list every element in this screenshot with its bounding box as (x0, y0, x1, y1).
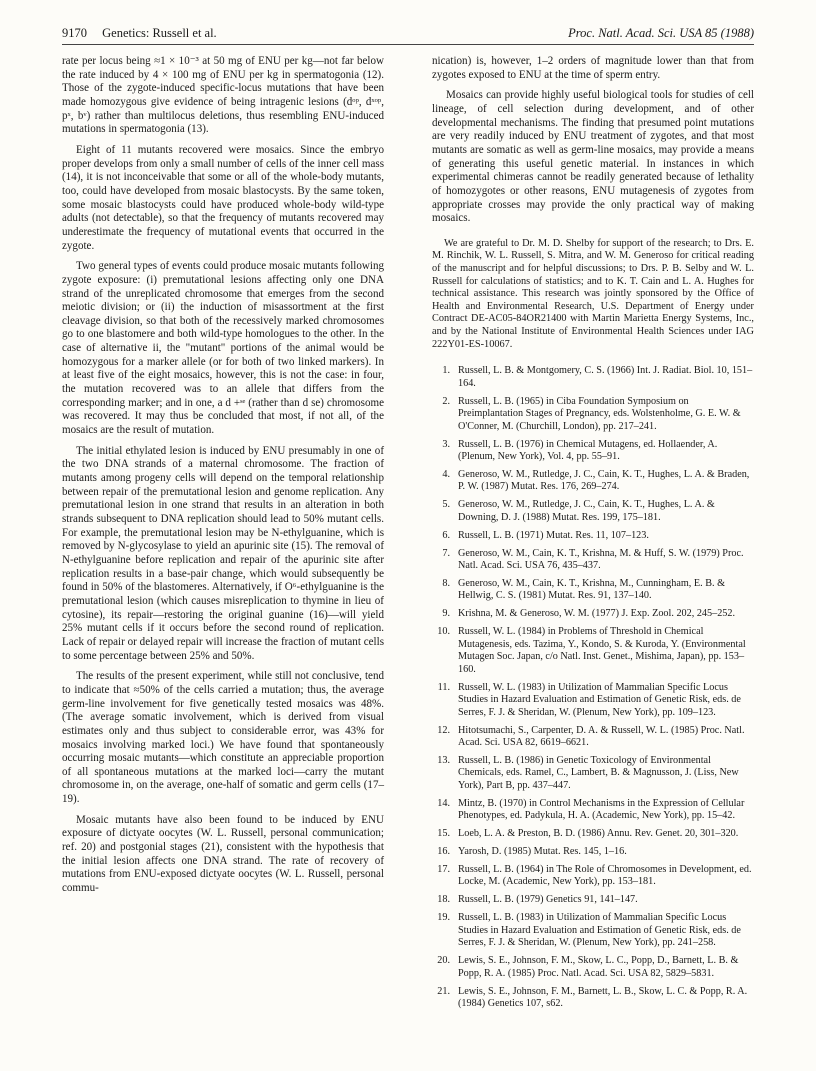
left-column (62, 55, 384, 896)
reference-item (432, 828, 754, 841)
journal-citation: Proc. Natl. Acad. Sci. USA 85 (1988) (568, 26, 754, 40)
page-header (62, 26, 754, 45)
reference-text: Generoso, W. M., Rutledge, J. C., Cain, K. T., Hughes, L. A. & Downing, D. J. (1988) Mutat. Res. 199, 175–181. (458, 499, 715, 523)
acknowledgment: We are grateful to Dr. M. D. Shelby for support of the research; to Drs. E. M. Rinchik, W. L. Russell, S. Mitra, and W. M. Generoso for critical reading of the manuscript and for helpful discussions; to Drs. P. B. Selby and W. L. Russell for calculations of statistics; and to K. T. Cain and L. A. Hughes for technical assistance. This research was jointly sponsored by the Office of Health and Environmental Research, U.S. Department of Energy under Contract DE-AC05-84OR21400 with Martin Marietta Energy Systems, Inc., and by the National Institute of Environmental Health Sciences under IAG 222Y01-ES-10067. (432, 237, 754, 350)
header-left (62, 26, 217, 41)
reference-text: Russell, L. B. (1976) in Chemical Mutagens, ed. Hollaender, A. (Plenum, New York), Vol. 4, pp. 55–91. (458, 438, 718, 462)
reference-text: Russell, W. L. (1983) in Utilization of Mammalian Specific Locus Studies in Hazard Evaluation and Estimation of Genetic Risk, eds. de Serres, F. J. & Sheridan, W. (Plenum, New York), pp. 109–123. (458, 681, 741, 718)
reference-number: 8. (442, 577, 450, 589)
reference-number: 18. (437, 894, 450, 906)
reference-list (432, 365, 754, 1010)
reference-item (432, 578, 754, 603)
reference-item (432, 499, 754, 524)
reference-number: 2. (442, 395, 450, 407)
page-number: 9170 (62, 26, 87, 40)
reference-number: 5. (442, 499, 450, 511)
reference-item (432, 755, 754, 793)
reference-text: Generoso, W. M., Cain, K. T., Krishna, M., Cunningham, E. B. & Hellwig, C. S. (1981) Mutat. Res. 91, 137–140. (458, 577, 726, 602)
reference-text: Russell, L. B. (1986) in Genetic Toxicology of Environmental Chemicals, eds. Ramel, C., Lambert, B. & Magnusson, J. (Liss, New York), Part B, pp. 437–447. (458, 754, 739, 791)
reference-text: Lewis, S. E., Johnson, F. M., Skow, L. C., Popp, D., Barnett, L. B. & Popp, R. A. (1985) Proc. Natl. Acad. Sci. USA 82, 5829–5831. (458, 955, 739, 979)
reference-item (432, 894, 754, 907)
reference-item (432, 725, 754, 750)
reference-number: 17. (437, 863, 450, 875)
reference-number: 11. (437, 681, 450, 693)
body-paragraph: Eight of 11 mutants recovered were mosaics. Since the embryo proper develops from only a small number of cells of the inner cell mass (14), it is not inconceivable that some or all of the whole-body mutants, too, could have developed from mosaic blastocysts. By the same token, some mosaic blastocysts could have produced whole-body wild-type adults (not detectable), so that the frequency of mutants recovered may underestimate the frequency of mutational events that occurred in the zygote. (62, 143, 384, 252)
reference-item (432, 469, 754, 494)
reference-item (432, 955, 754, 980)
reference-text: Russell, L. B. (1964) in The Role of Chromosomes in Development, ed. Locke, M. (Academic, New York), pp. 153–181. (458, 863, 752, 888)
reference-item (432, 986, 754, 1011)
reference-number: 6. (442, 529, 450, 541)
reference-number: 1. (442, 365, 450, 377)
reference-text: Russell, L. B. (1979) Genetics 91, 141–147. (458, 894, 638, 906)
running-title: Genetics: Russell et al. (102, 26, 217, 40)
reference-text: Krishna, M. & Generoso, W. M. (1977) J. Exp. Zool. 202, 245–252. (458, 608, 736, 620)
reference-number: 21. (437, 985, 450, 997)
reference-item (432, 439, 754, 464)
reference-item (432, 396, 754, 434)
reference-text: Generoso, W. M., Cain, K. T., Krishna, M. & Huff, S. W. (1979) Proc. Natl. Acad. Sci. USA 76, 435–437. (458, 547, 744, 572)
body-paragraph: rate per locus being ≈1 × 10⁻³ at 50 mg of ENU per kg—not far below the rate induced by 4 × 100 mg of ENU per kg in spermatogonia (12). Those of the zygote-induced specific-locus mutations that have been made homozygous give evidence of being intragenic lesions (dᵒᵖ, dˣᵒᵖ, pˣ, bᵛ) rather than multilocus deletions, thus resembling ENU-induced mutations in spermatogonia (13). (62, 55, 384, 136)
body-paragraph: The initial ethylated lesion is induced by ENU presumably in one of the two DNA strands of a maternal chromosome. The fraction of mutants among progeny cells will depend on the temporal relationship between repair of the premutational lesion and genome replication. Any premutational lesion in one strand that results in an alteration in both strands subsequent to DNA replication should lead to 50% mutant cells. For example, the premutational lesion may be N-ethylguanine, which is removed by N-glycosylase to yield an apurinic site (15). The removal of N-ethylguanine before replication and repair of the apurinic site after replication results in a base-pair change, which would subsequently be found in 50% of the blastomeres. Alternatively, if O⁶-ethylguanine is the premutational lesion (which causes misreplication to thymine in lieu of cytosine), its repair—restoring the original guanine (16)—will yield 25% mutant cells if it occurs before the second round of replication. Lack of repair or delayed repair will increase the fraction of mutant cells to some percentage between 25% and 50%. (62, 444, 384, 662)
reference-item (432, 530, 754, 543)
reference-number: 14. (437, 797, 450, 809)
reference-number: 12. (437, 724, 450, 736)
reference-number: 3. (442, 438, 450, 450)
reference-text: Russell, L. B. (1983) in Utilization of Mammalian Specific Locus Studies in Hazard Evaluation and Estimation of Genetic Risk, eds. de Serres, F. J. & Sheridan, W. (Plenum, New York), pp. 241–258. (458, 912, 741, 949)
reference-number: 15. (437, 828, 450, 840)
body-paragraph: Mosaics can provide highly useful biological tools for studies of cell lineage, of cell selection during development, and of other developmental mechanisms. The finding that presumed point mutations are very readily induced by ENU treatment of zygotes, and that most mutants are somatic as well as germ-line mosaics, may provide a means of generating this useful genetic material. In instances in which experimental chimeras cannot be readily generated because of lethality of homozygotes or other reasons, ENU mutagenesis of zygotes from appropriate crosses may provide the only practical way of making mosaics. (432, 89, 754, 225)
reference-item (432, 548, 754, 573)
reference-item (432, 798, 754, 823)
reference-text: Loeb, L. A. & Preston, B. D. (1986) Annu. Rev. Genet. 20, 301–320. (458, 828, 739, 840)
right-column (432, 55, 754, 1016)
reference-text: Yarosh, D. (1985) Mutat. Res. 145, 1–16. (458, 846, 627, 858)
reference-text: Hitotsumachi, S., Carpenter, D. A. & Russell, W. L. (1985) Proc. Natl. Acad. Sci. USA 82, 6619–6621. (458, 724, 745, 749)
body-paragraph: The results of the present experiment, while still not conclusive, tend to indicate that ≈50% of the cells carried a mutation; thus, the average germ-line involvement for five genetically tested mosaics was 48%. (The average somatic involvement, which is derived from visual estimates only and thus subject to considerable error, was 43% for mosaics involving marked loci.) We have found that spontaneously occurring mosaic mutants—which constitute an appreciable proportion of all spontaneous mutations at the marked loci—carry the mutant chromosome in, on the average, one-half of somatic and germ cells (17–19). (62, 670, 384, 806)
body-paragraph: nication) is, however, 1–2 orders of magnitude lower than that from zygotes exposed to ENU at the time of sperm entry. (432, 55, 754, 81)
reference-item (432, 365, 754, 390)
reference-number: 20. (437, 955, 450, 967)
reference-item (432, 864, 754, 889)
reference-item (432, 608, 754, 621)
reference-number: 13. (437, 754, 450, 766)
reference-number: 16. (437, 846, 450, 858)
reference-text: Lewis, S. E., Johnson, F. M., Barnett, L. B., Skow, L. C. & Popp, R. A. (1984) Genetics 107, s62. (458, 985, 748, 1010)
reference-text: Mintz, B. (1970) in Control Mechanisms in the Expression of Cellular Phenotypes, ed. Padykula, H. A. (Academic, New York), pp. 15–42. (458, 797, 745, 822)
reference-text: Russell, L. B. (1965) in Ciba Foundation Symposium on Preimplantation Stages of Pregnancy, eds. Wolstenholme, G. E. W. & O'Conner, M. (Churchill, London), pp. 217–241. (458, 395, 741, 432)
reference-text: Russell, L. B. & Montgomery, C. S. (1966) Int. J. Radiat. Biol. 10, 151–164. (458, 365, 753, 389)
body-paragraph: Two general types of events could produce mosaic mutants following zygote exposure: (i) premutational lesions affecting only one DNA strand of the unreplicated chromosome that emerges from the second meiotic division; or (ii) the induction of misassortment at the first cleavage division, so that both of the recessively marked chromosomes go to one blastomere and both wild-type homologues to the other. In the case of alternative ii, the "mutant" portions of the animal would be homozygous for a marker allele (or for both of two linked markers). In at least five of the eight mosaics, however, this is not the case: in four, the mutation recovered was to an allele that differs from the corresponding marker; and in one, a d +ˢᵉ (rather than d se) chromosome was recovered. It may thus be concluded that most, if not all, of the mosaics are the result of mutation. (62, 260, 384, 437)
reference-number: 19. (437, 912, 450, 924)
reference-text: Russell, W. L. (1984) in Problems of Threshold in Chemical Mutagenesis, eds. Tazima, Y., Kondo, S. & Kuroda, Y. (Environmental Mutagen Soc. Japan, c/o Natl. Inst. Genet., Mishima, Japan), pp. 153–160. (458, 626, 746, 675)
reference-number: 7. (442, 547, 450, 559)
body-paragraph: Mosaic mutants have also been found to be induced by ENU exposure of dictyate oocytes (W. L. Russell, personal communication; ref. 20) and postgonial stages (21), consistent with the hypothesis that the initial lesion affects one DNA strand. The rate of recovery of mutations from ENU-exposed dictyate oocytes (W. L. Russell, personal commu- (62, 813, 384, 895)
reference-number: 4. (442, 468, 450, 480)
reference-number: 9. (442, 608, 450, 620)
reference-item (432, 846, 754, 859)
reference-item (432, 626, 754, 676)
reference-item (432, 682, 754, 720)
reference-item (432, 912, 754, 950)
reference-number: 10. (437, 626, 450, 638)
reference-text: Russell, L. B. (1971) Mutat. Res. 11, 107–123. (458, 529, 649, 541)
reference-text: Generoso, W. M., Rutledge, J. C., Cain, K. T., Hughes, L. A. & Braden, P. W. (1987) Mutat. Res. 176, 269–274. (458, 468, 750, 493)
